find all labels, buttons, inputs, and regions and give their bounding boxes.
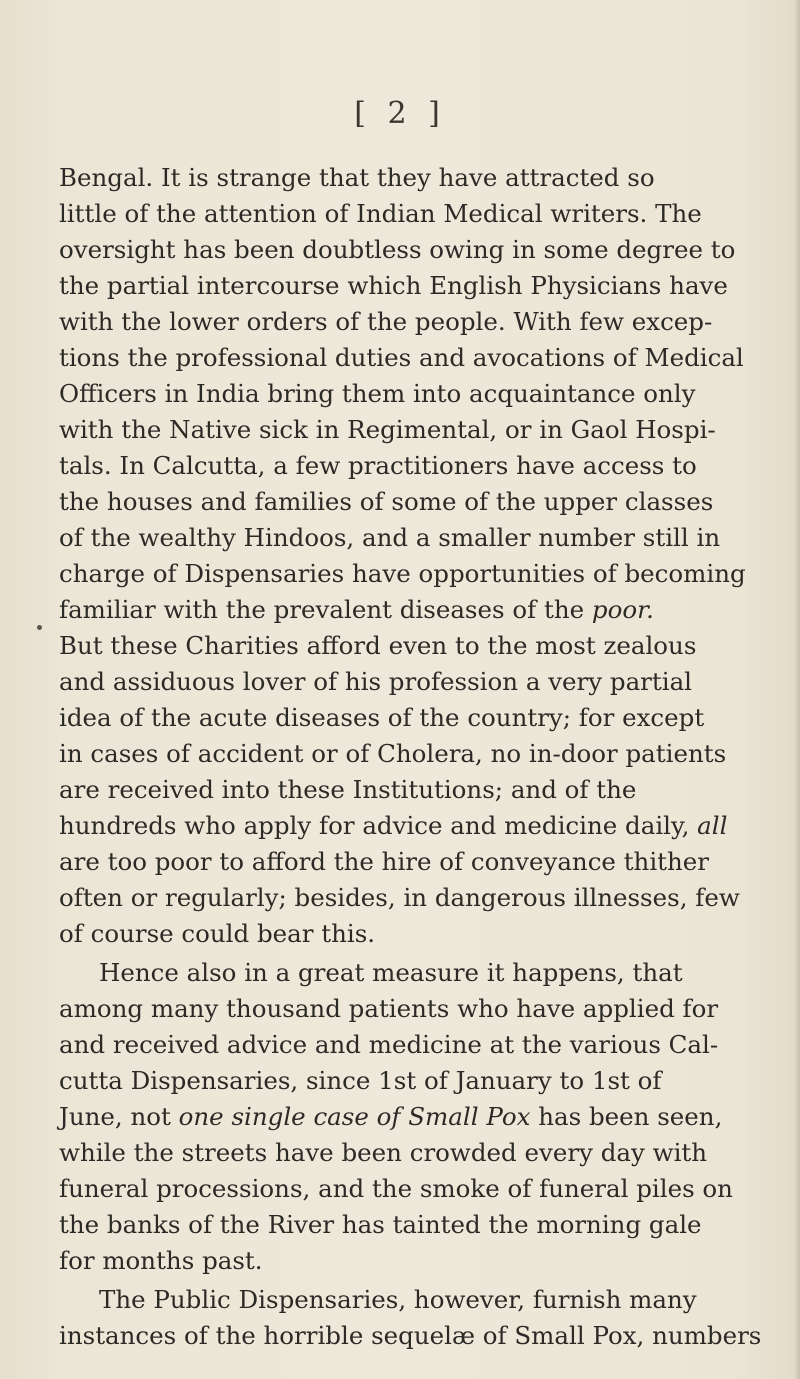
text-line: tions the professional duties and avocations of Medical xyxy=(59,343,744,372)
text-line: instances of the horrible sequelæ of Small Pox, numbers xyxy=(59,1321,762,1350)
ink-speck xyxy=(37,625,42,630)
text-line: among many thousand patients who have applied for xyxy=(59,994,719,1023)
text-line: idea of the acute diseases of the country; for except xyxy=(59,703,705,732)
text-run: June, not xyxy=(59,1102,171,1131)
text-line: while the streets have been crowded every day with xyxy=(59,1138,708,1167)
text-run: hundreds who apply for advice and medicine daily, xyxy=(59,811,690,840)
text-line: Officers in India bring them into acquaintance only xyxy=(59,379,696,408)
text-run: has been seen, xyxy=(538,1102,723,1131)
text-line: little of the attention of Indian Medical writers. The xyxy=(59,199,702,228)
text-line: and assiduous lover of his profession a very partial xyxy=(59,667,693,696)
text-run: familiar with the prevalent diseases of the xyxy=(59,595,585,624)
text-line: tals. In Calcutta, a few practitioners have access to xyxy=(59,451,697,480)
text-line: and received advice and medicine at the various Cal- xyxy=(59,1030,719,1059)
text-line: Hence also in a great measure it happens, that xyxy=(99,958,683,987)
text-line: funeral processions, and the smoke of funeral piles on xyxy=(59,1174,733,1203)
text-line xyxy=(59,1099,723,1135)
text-line: the banks of the River has tainted the morning gale xyxy=(59,1210,702,1239)
text-line: The Public Dispensaries, however, furnish many xyxy=(99,1285,697,1314)
text-line: But these Charities afford even to the most zealous xyxy=(59,631,697,660)
text-line: often or regularly; besides, in dangerous illnesses, few xyxy=(59,883,740,912)
text-line: cutta Dispensaries, since 1st of January to 1st of xyxy=(59,1066,662,1095)
text-line: Bengal. It is strange that they have attracted so xyxy=(59,163,655,192)
text-line: with the lower orders of the people. With few excep- xyxy=(59,307,713,336)
text-line: for months past. xyxy=(59,1246,263,1275)
italic-text: Small Pox xyxy=(408,1102,531,1131)
text-line: oversight has been doubtless owing in some degree to xyxy=(59,235,736,264)
italic-text: one single case of xyxy=(178,1102,401,1131)
italic-text: poor. xyxy=(591,595,654,624)
text-line: of the wealthy Hindoos, and a smaller number still in xyxy=(59,523,721,552)
text-line: are too poor to afford the hire of conveyance thither xyxy=(59,847,710,876)
text-line xyxy=(59,808,728,844)
text-line: the partial intercourse which English Physicians have xyxy=(59,271,728,300)
italic-text: all xyxy=(697,811,728,840)
page-number: [ 2 ] xyxy=(354,96,446,131)
text-line: of course could bear this. xyxy=(59,919,376,948)
text-line: are received into these Institutions; and of the xyxy=(59,775,637,804)
text-line: charge of Dispensaries have opportunities of becoming xyxy=(59,559,746,588)
page-edge-shadow xyxy=(794,0,800,1379)
text-line: the houses and families of some of the upper classes xyxy=(59,487,714,516)
text-line xyxy=(59,592,654,628)
text-line: with the Native sick in Regimental, or in Gaol Hospi- xyxy=(59,415,716,444)
text-line: in cases of accident or of Cholera, no in-door patients xyxy=(59,739,727,768)
